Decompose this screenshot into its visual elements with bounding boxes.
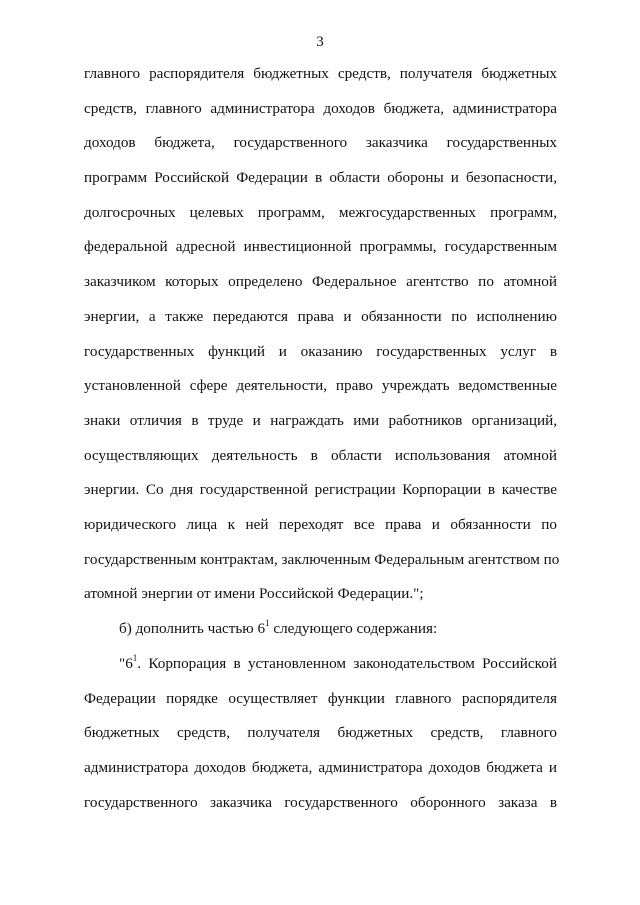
text-line: средств, главного администратора доходов бюджета, администратора <box>84 100 557 117</box>
text-line: установленной сфере деятельности, право учреждать ведомственные <box>84 377 557 394</box>
text-line: долгосрочных целевых программ, межгосударственных программ, <box>84 204 557 221</box>
text-line: знаки отличия в труде и награждать ими работников организаций, <box>84 412 557 429</box>
text-line: государственных функций и оказанию государственных услуг в <box>84 343 557 360</box>
superscript: 1 <box>265 617 270 628</box>
text-segment: . Корпорация в установленном законодательством Российской <box>137 655 557 672</box>
text-line: энергии, а также передаются права и обязанности по исполнению <box>84 308 557 325</box>
text-line: заказчиком которых определено Федеральное агентство по атомной <box>84 273 557 290</box>
text-line: юридического лица к ней переходят все права и обязанности по <box>84 516 557 533</box>
text-line <box>119 654 557 674</box>
text-line: государственного заказчика государственного оборонного заказа в <box>84 794 557 811</box>
text-line: главного распорядителя бюджетных средств, получателя бюджетных <box>84 65 557 82</box>
text-line: доходов бюджета, государственного заказчика государственных <box>84 134 557 151</box>
text-line: программ Российской Федерации в области обороны и безопасности, <box>84 169 557 186</box>
text-line: администратора доходов бюджета, администратора доходов бюджета и <box>84 759 557 776</box>
text-line: Федерации порядке осуществляет функции главного распорядителя <box>84 690 557 707</box>
text-line: осуществляющих деятельность в области использования атомной <box>84 447 557 464</box>
text-line: государственным контрактам, заключенным Федеральным агентством по <box>84 551 560 568</box>
text-line: бюджетных средств, получателя бюджетных средств, главного <box>84 724 557 741</box>
text-line: атомной энергии от имени Российской Федерации."; <box>84 585 424 602</box>
text-line: федеральной адресной инвестиционной программы, государственным <box>84 238 557 255</box>
text-line: энергии. Со дня государственной регистрации Корпорации в качестве <box>84 481 557 498</box>
text-line <box>119 619 557 639</box>
text-segment: б) дополнить частью 6 <box>119 620 266 637</box>
text-segment: "6 <box>119 655 133 672</box>
page-number: 3 <box>316 34 324 50</box>
text-segment: следующего содержания: <box>269 620 438 637</box>
superscript: 1 <box>132 652 138 663</box>
